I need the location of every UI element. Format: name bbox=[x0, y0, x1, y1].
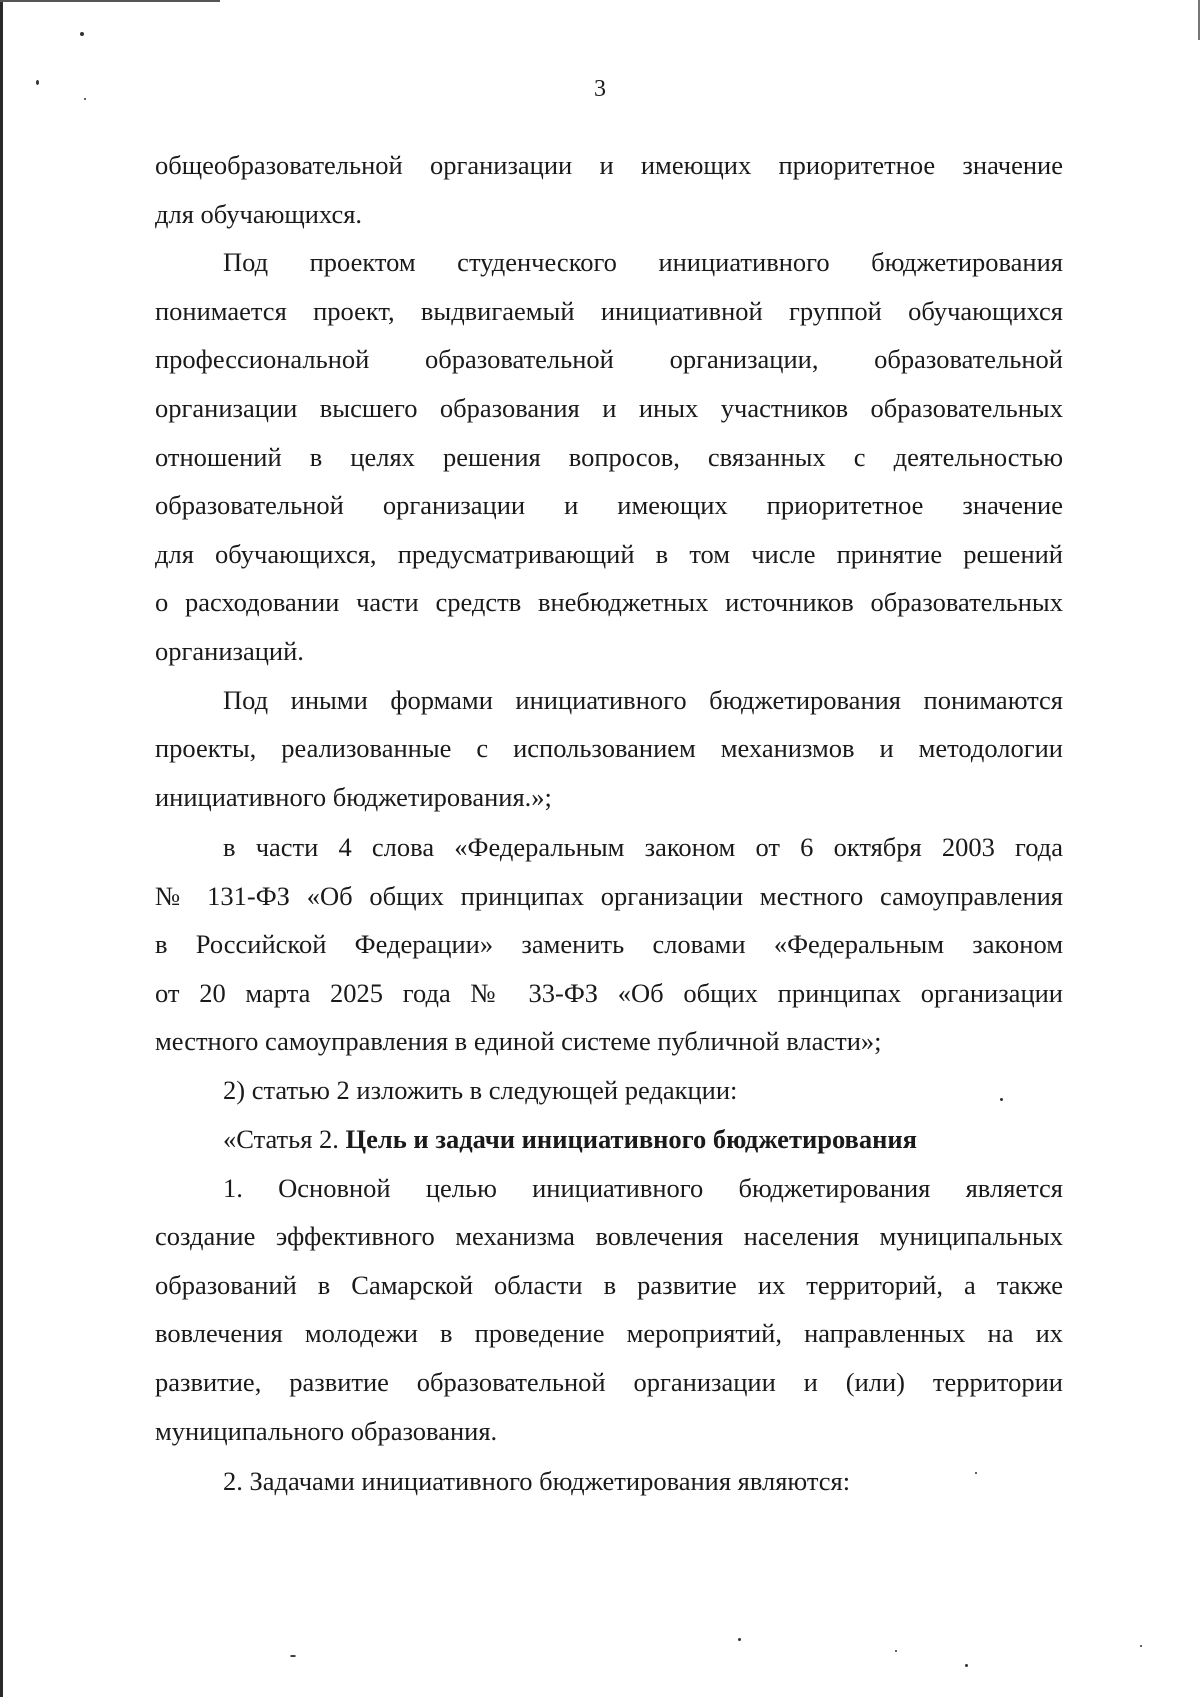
paragraph-other-forms-definition bbox=[155, 676, 1063, 822]
scan-speck bbox=[895, 1650, 897, 1652]
paragraph-article-2-tasks bbox=[155, 1457, 1063, 1506]
scan-speck bbox=[965, 1664, 968, 1667]
article-2-heading bbox=[155, 1115, 1063, 1164]
article-number: «Статья 2. bbox=[223, 1124, 346, 1155]
text-line: развитие, развитие образовательной организации и (или) территории bbox=[155, 1367, 1063, 1398]
text-line: 1. Основной целью инициативного бюджетирования является bbox=[223, 1172, 1063, 1203]
text-line: организаций. bbox=[155, 635, 304, 666]
text-line: от 20 марта 2025 года № 33-ФЗ «Об общих принципах организации bbox=[155, 977, 1063, 1008]
text-line: проекты, реализованные с использованием механизмов и методологии bbox=[155, 733, 1063, 764]
text-line: общеобразовательной организации и имеющих приоритетное значение bbox=[155, 150, 1063, 180]
text-line: создание эффективного механизма вовлечения населения муниципальных bbox=[155, 1221, 1063, 1252]
text-line: о расходовании части средств внебюджетных источников образовательных bbox=[155, 587, 1063, 618]
text-line: для обучающихся, предусматривающий в том числе принятие решений bbox=[155, 538, 1063, 569]
paragraph-article-2-goal bbox=[155, 1164, 1063, 1456]
scan-speck bbox=[738, 1638, 741, 1641]
text-line: образовательной организации и имеющих приоритетное значение bbox=[155, 490, 1063, 521]
article-title: Цель и задачи инициативного бюджетирования bbox=[345, 1124, 917, 1155]
text-line: в Российской Федерации» заменить словами «Федеральным законом bbox=[155, 929, 1063, 960]
page-number: 3 bbox=[594, 76, 606, 102]
text-line: Под иными формами инициативного бюджетирования понимаются bbox=[223, 684, 1063, 715]
scan-speck bbox=[1140, 1645, 1142, 1647]
scan-border-left bbox=[0, 0, 3, 1697]
paragraph-student-project-definition bbox=[155, 238, 1063, 675]
document-body bbox=[155, 141, 1063, 1505]
text-line: образований в Самарской области в развитие их территорий, а также bbox=[155, 1269, 1063, 1300]
scan-speck bbox=[290, 1655, 296, 1657]
paragraph-continuation bbox=[155, 141, 1063, 238]
paragraph-article-2-instruction bbox=[155, 1066, 1063, 1115]
text-line: организации высшего образования и иных участников образовательных bbox=[155, 392, 1063, 423]
text-line: инициативного бюджетирования.»; bbox=[155, 781, 552, 812]
scan-speck bbox=[80, 32, 84, 36]
text-line: отношений в целях решения вопросов, связанных с деятельностью bbox=[155, 441, 1063, 472]
text-line: в части 4 слова «Федеральным законом от 6 октября 2003 года bbox=[223, 831, 1063, 862]
text-line: вовлечения молодежи в проведение мероприятий, направленных на их bbox=[155, 1318, 1063, 1349]
text-line: местного самоуправления в единой системе публичной власти»; bbox=[155, 1026, 882, 1057]
scan-border-top bbox=[0, 0, 220, 2]
text-line: Под проектом студенческого инициативного бюджетирования bbox=[223, 247, 1063, 278]
text-line: профессиональной образовательной организации, образовательной bbox=[155, 344, 1063, 375]
text-line: № 131-ФЗ «Об общих принципах организации местного самоуправления bbox=[155, 880, 1063, 911]
text-line: муниципального образования. bbox=[155, 1415, 498, 1446]
paragraph-part-4-amendment bbox=[155, 823, 1063, 1066]
text-line: 2) статью 2 изложить в следующей редакции: bbox=[223, 1075, 738, 1106]
text-line: для обучающихся. bbox=[155, 198, 363, 229]
text-line: понимается проект, выдвигаемый инициативной группой обучающихся bbox=[155, 295, 1063, 326]
text-line bbox=[155, 1115, 1063, 1164]
text-line: 2. Задачами инициативного бюджетирования являются: bbox=[223, 1465, 851, 1496]
